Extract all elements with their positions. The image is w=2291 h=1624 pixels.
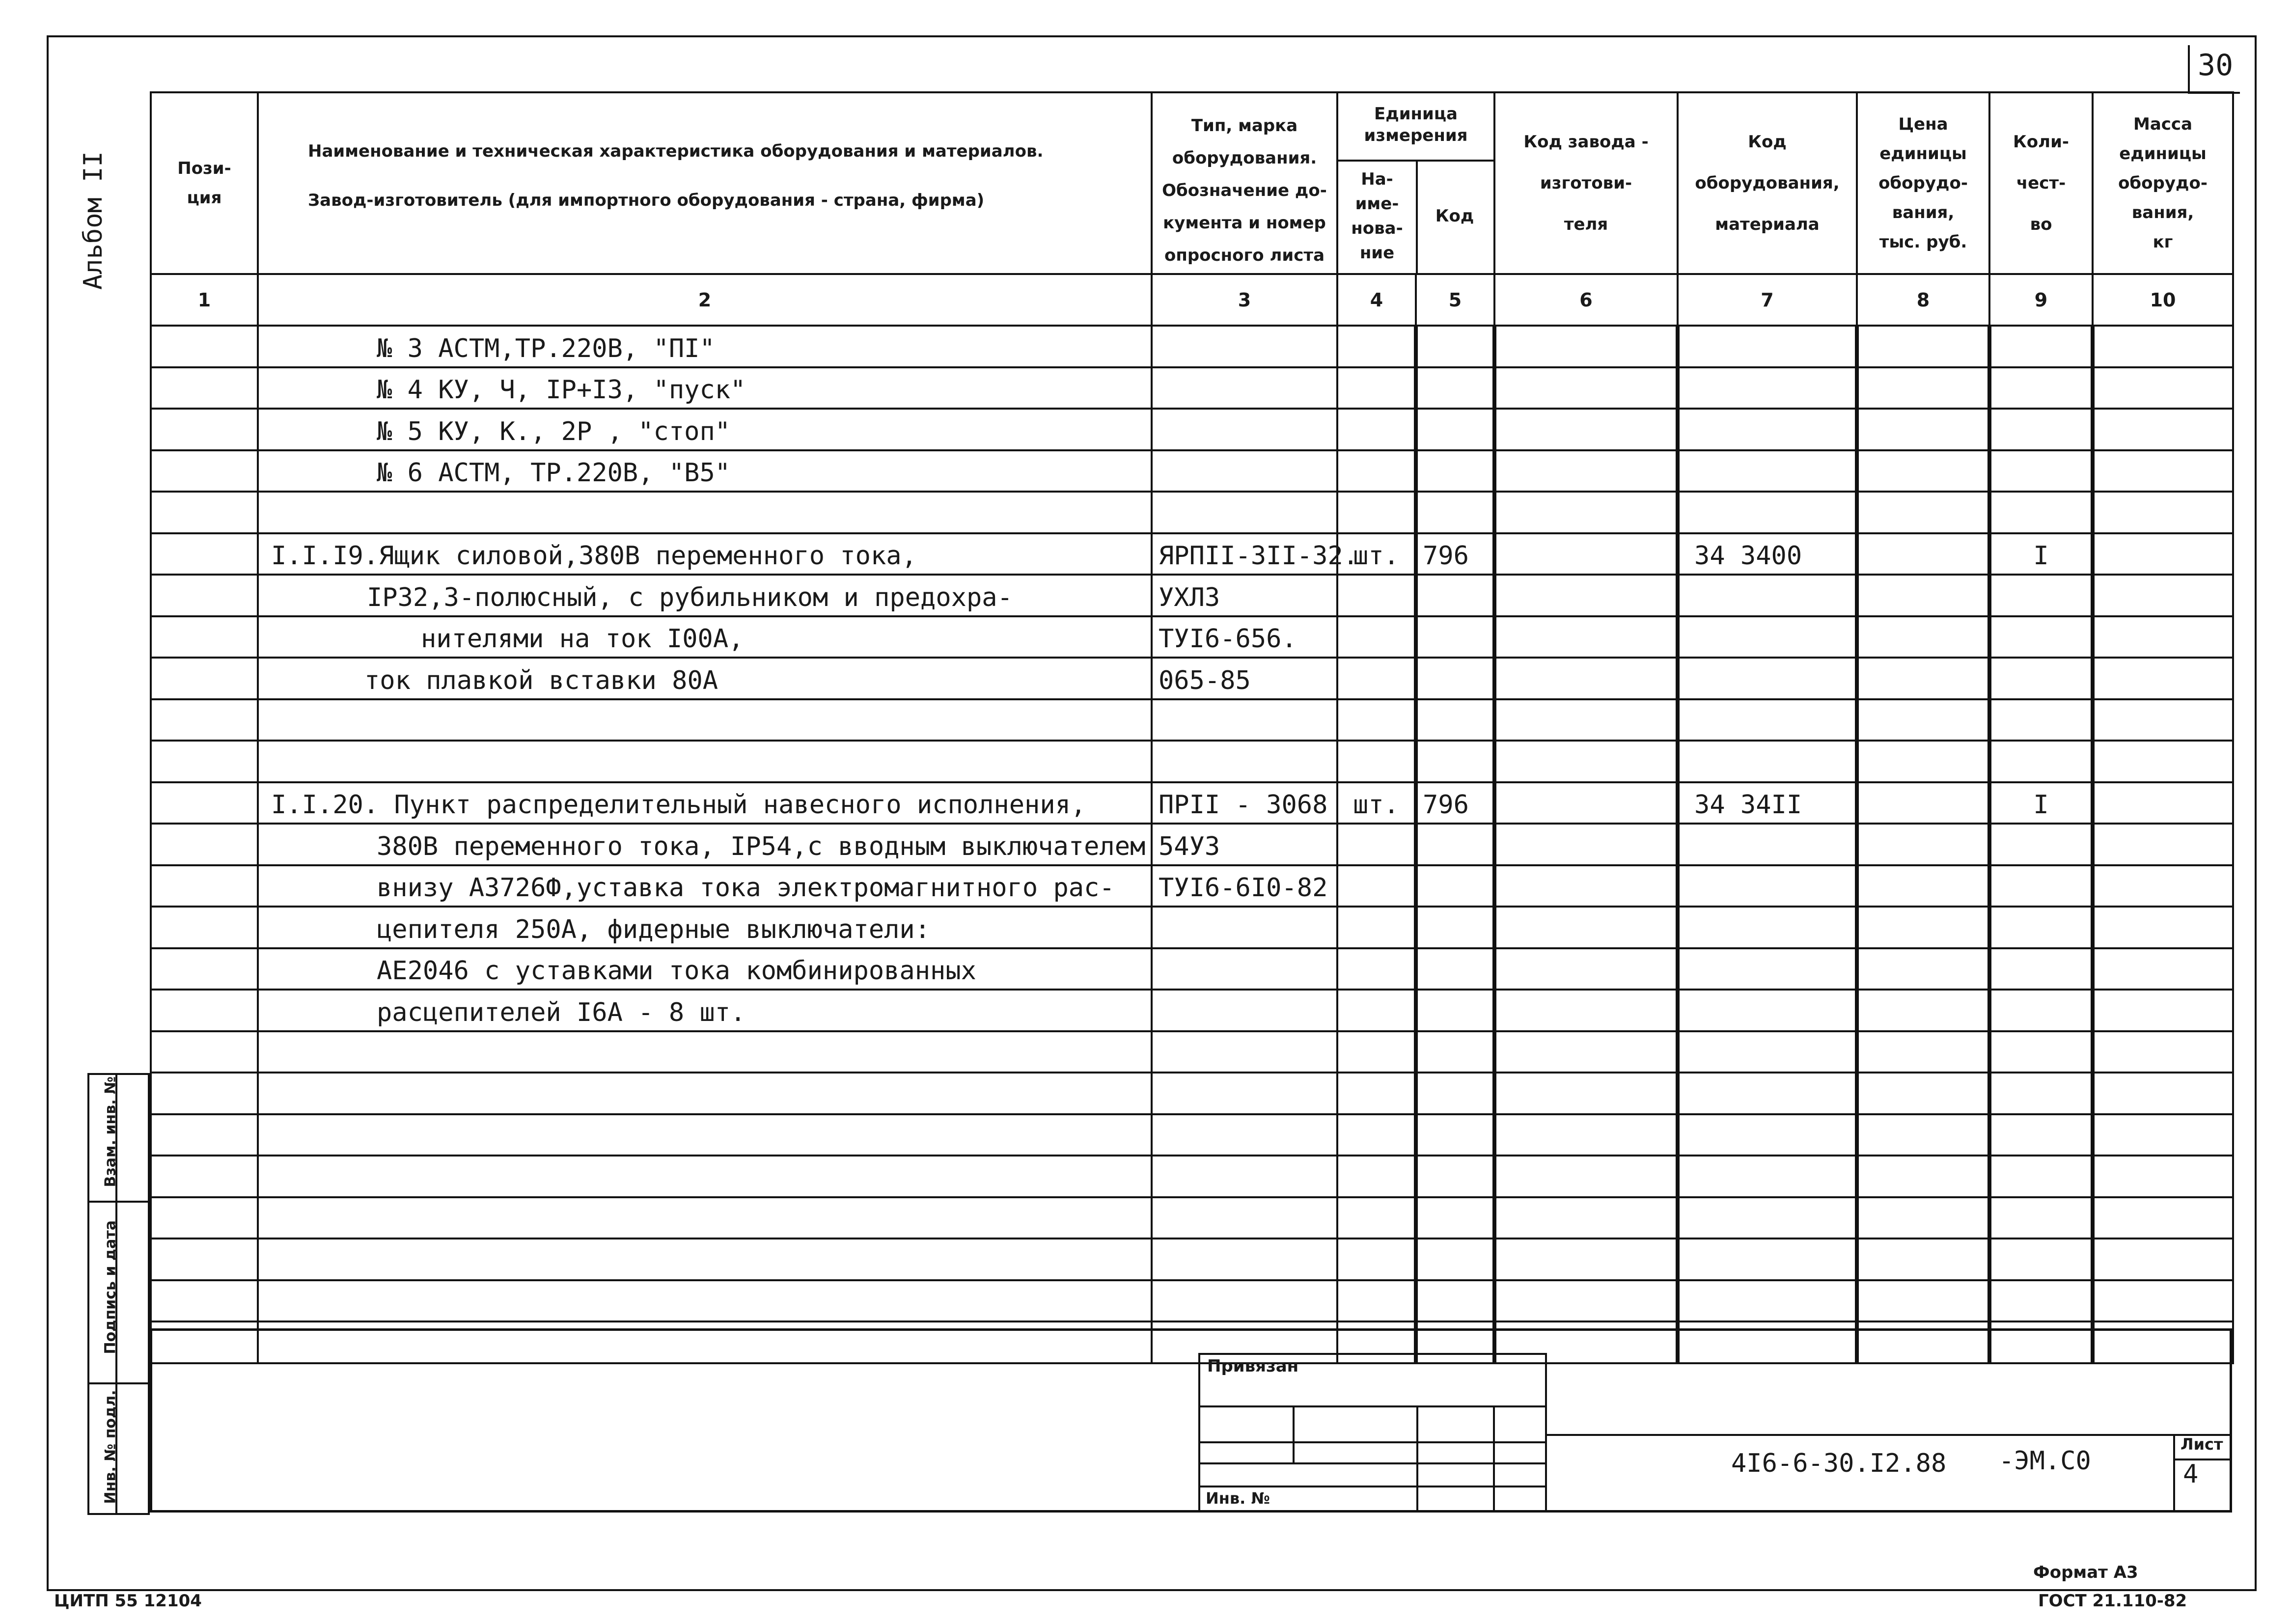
- table-row: [151, 1239, 2233, 1280]
- cell-col-1: [151, 948, 258, 990]
- cell-col-7: [1678, 699, 1857, 741]
- cell-col-7: [1678, 1073, 1857, 1114]
- cell-col-5: 796: [1416, 533, 1494, 575]
- cell-col-3: [1152, 1280, 1337, 1322]
- cell-col-6: [1494, 782, 1678, 824]
- gost-label: ГОСТ 21.110-82: [2038, 1591, 2187, 1611]
- cell-col-4: [1337, 1197, 1416, 1239]
- cell-col-7: [1678, 658, 1857, 699]
- org-label: ЦИТП 55 12104: [54, 1591, 202, 1611]
- cell-col-5: [1416, 1197, 1494, 1239]
- cell-col-2: [258, 699, 1152, 741]
- cell-col-6: [1494, 575, 1678, 616]
- cell-col-4: [1337, 616, 1416, 658]
- cell-col-1: [151, 1156, 258, 1197]
- cell-col-3: УХЛ3: [1152, 575, 1337, 616]
- table-row: [151, 492, 2233, 533]
- cell-col-1: [151, 699, 258, 741]
- cell-col-10: [2093, 907, 2233, 948]
- cell-col-7: [1678, 450, 1857, 492]
- cell-col-4: [1337, 575, 1416, 616]
- cell-col-10: [2093, 990, 2233, 1031]
- document-code: 4I6-6-30.I2.88: [1731, 1449, 1947, 1478]
- table-row: [151, 1156, 2233, 1197]
- cell-col-2: IР32,3-полюсный, с рубильником и предохра-: [258, 575, 1152, 616]
- cell-col-6: [1494, 741, 1678, 782]
- cell-col-7: 34 34II: [1678, 782, 1857, 824]
- document-suffix: -ЭМ.С0: [1999, 1446, 2091, 1476]
- cell-col-8: [1857, 1239, 1989, 1280]
- cell-col-8: [1857, 990, 1989, 1031]
- cell-col-10: [2093, 492, 2233, 533]
- cell-col-3: ПРII - 3068: [1152, 782, 1337, 824]
- cell-col-6: [1494, 1073, 1678, 1114]
- cell-col-5: [1416, 616, 1494, 658]
- cell-col-4: [1337, 1156, 1416, 1197]
- cell-col-10: [2093, 741, 2233, 782]
- cell-col-4: шт.: [1337, 782, 1416, 824]
- table-row: [151, 699, 2233, 741]
- cell-col-2: 380В переменного тока, IР54,с вводным выключателем: [258, 824, 1152, 865]
- cell-col-7: [1678, 616, 1857, 658]
- cell-col-1: [151, 782, 258, 824]
- cell-col-6: [1494, 409, 1678, 450]
- cell-col-6: [1494, 450, 1678, 492]
- cell-col-4: [1337, 1073, 1416, 1114]
- cell-col-4: [1337, 741, 1416, 782]
- cell-col-4: [1337, 492, 1416, 533]
- cell-col-2: ток плавкой вставки 80А: [258, 658, 1152, 699]
- cell-col-7: [1678, 865, 1857, 907]
- header-unit-name: На- име- нова- ние: [1351, 169, 1403, 263]
- cell-col-3: [1152, 1156, 1337, 1197]
- cell-col-3: [1152, 1073, 1337, 1114]
- cell-col-8: [1857, 658, 1989, 699]
- cell-col-9: [1989, 1031, 2093, 1073]
- cell-col-8: [1857, 699, 1989, 741]
- privyazan-label: Привязан: [1207, 1356, 1299, 1376]
- cell-col-8: [1857, 326, 1989, 367]
- cell-col-1: [151, 741, 258, 782]
- cell-col-2: [258, 1031, 1152, 1073]
- cell-col-9: I: [1989, 782, 2093, 824]
- cell-col-9: [1989, 948, 2093, 990]
- header-factory-code: Код завода - изготови- теля: [1494, 92, 1678, 274]
- cell-col-4: [1337, 1031, 1416, 1073]
- cell-col-6: [1494, 1114, 1678, 1156]
- cell-col-10: [2093, 1114, 2233, 1156]
- cell-col-6: [1494, 367, 1678, 409]
- cell-col-3: [1152, 409, 1337, 450]
- table-row: [151, 824, 2233, 865]
- cell-col-5: [1416, 865, 1494, 907]
- cell-col-10: [2093, 575, 2233, 616]
- cell-col-7: [1678, 492, 1857, 533]
- table-row: [151, 450, 2233, 492]
- cell-col-7: [1678, 1114, 1857, 1156]
- cell-col-1: [151, 326, 258, 367]
- cell-col-1: [151, 1073, 258, 1114]
- cell-col-3: [1152, 990, 1337, 1031]
- cell-col-9: [1989, 865, 2093, 907]
- cell-col-5: [1416, 741, 1494, 782]
- cell-col-3: ЯРПII-3II-32.: [1152, 533, 1337, 575]
- side-label-podpis-data: Подпись и дата: [102, 1220, 119, 1354]
- cell-col-6: [1494, 1197, 1678, 1239]
- cell-col-7: [1678, 1239, 1857, 1280]
- cell-col-3: [1152, 326, 1337, 367]
- cell-col-5: [1416, 1031, 1494, 1073]
- cell-col-2: внизу А3726Ф,уставка тока электромагнитного рас-: [258, 865, 1152, 907]
- cell-col-10: [2093, 824, 2233, 865]
- cell-col-8: [1857, 533, 1989, 575]
- cell-col-9: [1989, 616, 2093, 658]
- cell-col-3: [1152, 1239, 1337, 1280]
- cell-col-6: [1494, 658, 1678, 699]
- table-row: [151, 533, 2233, 575]
- cell-col-1: [151, 1114, 258, 1156]
- cell-col-8: [1857, 865, 1989, 907]
- cell-col-10: [2093, 1197, 2233, 1239]
- cell-col-5: [1416, 1156, 1494, 1197]
- cell-col-1: [151, 492, 258, 533]
- album-label: Альбом II: [79, 151, 108, 290]
- cell-col-9: [1989, 1114, 2093, 1156]
- cell-col-6: [1494, 1239, 1678, 1280]
- cell-col-7: [1678, 367, 1857, 409]
- cell-col-2: I.I.I9.Ящик силовой,380В переменного тока,: [258, 533, 1152, 575]
- cell-col-7: [1678, 907, 1857, 948]
- cell-col-6: [1494, 616, 1678, 658]
- table-row: [151, 782, 2233, 824]
- cell-col-6: [1494, 1156, 1678, 1197]
- header-equipment-code: Код оборудования, материала: [1678, 92, 1857, 274]
- cell-col-1: [151, 1280, 258, 1322]
- cell-col-9: [1989, 575, 2093, 616]
- cell-col-9: [1989, 1073, 2093, 1114]
- cell-col-10: [2093, 1073, 2233, 1114]
- cell-col-7: [1678, 741, 1857, 782]
- cell-col-4: [1337, 367, 1416, 409]
- cell-col-8: [1857, 1156, 1989, 1197]
- cell-col-2: № 6 АСТМ, ТР.220В, "В5": [258, 450, 1152, 492]
- cell-col-6: [1494, 699, 1678, 741]
- cell-col-3: 54У3: [1152, 824, 1337, 865]
- cell-col-1: [151, 824, 258, 865]
- cell-col-7: [1678, 948, 1857, 990]
- cell-col-2: [258, 1197, 1152, 1239]
- cell-col-3: ТУI6-656.: [1152, 616, 1337, 658]
- cell-col-4: [1337, 409, 1416, 450]
- cell-col-5: [1416, 1114, 1494, 1156]
- cell-col-4: шт.: [1337, 533, 1416, 575]
- cell-col-5: [1416, 1239, 1494, 1280]
- cell-col-1: [151, 409, 258, 450]
- cell-col-6: [1494, 824, 1678, 865]
- cell-col-7: [1678, 409, 1857, 450]
- cell-col-7: [1678, 1280, 1857, 1322]
- cell-col-9: [1989, 492, 2093, 533]
- cell-col-5: [1416, 948, 1494, 990]
- cell-col-8: [1857, 1280, 1989, 1322]
- cell-col-5: [1416, 1073, 1494, 1114]
- header-row: [151, 92, 2233, 274]
- table-row: [151, 575, 2233, 616]
- table-row: [151, 409, 2233, 450]
- cell-col-5: [1416, 699, 1494, 741]
- side-label-vzam-inv: Взам. инв. №: [102, 1076, 119, 1187]
- cell-col-8: [1857, 367, 1989, 409]
- cell-col-3: [1152, 1114, 1337, 1156]
- cell-col-5: [1416, 907, 1494, 948]
- cell-col-8: [1857, 575, 1989, 616]
- cell-col-10: [2093, 699, 2233, 741]
- cell-col-7: [1678, 1156, 1857, 1197]
- cell-col-2: [258, 1156, 1152, 1197]
- cell-col-9: [1989, 1239, 2093, 1280]
- cell-col-5: [1416, 409, 1494, 450]
- table-row: [151, 741, 2233, 782]
- cell-col-10: [2093, 1280, 2233, 1322]
- stamp-area: [150, 1328, 2232, 1513]
- cell-col-10: [2093, 865, 2233, 907]
- cell-col-9: [1989, 450, 2093, 492]
- table-row: [151, 1073, 2233, 1114]
- cell-col-4: [1337, 658, 1416, 699]
- cell-col-5: [1416, 658, 1494, 699]
- cell-col-8: [1857, 492, 1989, 533]
- cell-col-1: [151, 533, 258, 575]
- cell-col-6: [1494, 1280, 1678, 1322]
- cell-col-3: [1152, 699, 1337, 741]
- cell-col-7: [1678, 575, 1857, 616]
- table-row: [151, 658, 2233, 699]
- cell-col-8: [1857, 948, 1989, 990]
- cell-col-4: [1337, 865, 1416, 907]
- sheet-mark: 30: [2198, 48, 2234, 83]
- cell-col-10: [2093, 533, 2233, 575]
- cell-col-9: [1989, 907, 2093, 948]
- cell-col-3: [1152, 907, 1337, 948]
- cell-col-4: [1337, 824, 1416, 865]
- table-row: [151, 948, 2233, 990]
- cell-col-2: АЕ2046 с уставками тока комбинированных: [258, 948, 1152, 990]
- cell-col-7: [1678, 1031, 1857, 1073]
- cell-col-2: № 5 КУ, К., 2Р , "стоп": [258, 409, 1152, 450]
- cell-col-2: расцепителей I6А - 8 шт.: [258, 990, 1152, 1031]
- cell-col-5: [1416, 575, 1494, 616]
- cell-col-9: [1989, 658, 2093, 699]
- header-mass: Масса единицы оборудо- вания, кг: [2093, 92, 2233, 274]
- cell-col-2: [258, 1239, 1152, 1280]
- cell-col-8: [1857, 450, 1989, 492]
- cell-col-1: [151, 658, 258, 699]
- table-row: [151, 1031, 2233, 1073]
- cell-col-8: [1857, 741, 1989, 782]
- cell-col-3: [1152, 948, 1337, 990]
- cell-col-10: [2093, 326, 2233, 367]
- cell-col-4: [1337, 699, 1416, 741]
- cell-col-7: 34 3400: [1678, 533, 1857, 575]
- cell-col-3: 065-85: [1152, 658, 1337, 699]
- header-name: Наименование и техническая характеристика оборудования и материалов. Завод-изготовитель (для импортного оборудования - страна, фирма): [258, 92, 1152, 274]
- cell-col-5: [1416, 492, 1494, 533]
- cell-col-3: [1152, 1197, 1337, 1239]
- cell-col-10: [2093, 1239, 2233, 1280]
- cell-col-3: [1152, 1031, 1337, 1073]
- header-quantity: Коли- чест- во: [1989, 92, 2093, 274]
- cell-col-5: 796: [1416, 782, 1494, 824]
- header-unit: Единица измерения На- име- нова- ние Код: [1337, 92, 1494, 274]
- cell-col-6: [1494, 326, 1678, 367]
- table-row: [151, 990, 2233, 1031]
- list-number: 4: [2183, 1459, 2199, 1489]
- cell-col-1: [151, 907, 258, 948]
- cell-col-10: [2093, 1031, 2233, 1073]
- table-row: [151, 1197, 2233, 1239]
- cell-col-9: [1989, 367, 2093, 409]
- cell-col-9: [1989, 326, 2093, 367]
- cell-col-1: [151, 450, 258, 492]
- cell-col-1: [151, 865, 258, 907]
- cell-col-8: [1857, 1073, 1989, 1114]
- cell-col-4: [1337, 1280, 1416, 1322]
- cell-col-5: [1416, 450, 1494, 492]
- cell-col-2: нителями на ток I00А,: [258, 616, 1152, 658]
- cell-col-3: [1152, 492, 1337, 533]
- cell-col-10: [2093, 616, 2233, 658]
- cell-col-10: [2093, 948, 2233, 990]
- format-label: Формат А3: [2033, 1563, 2138, 1582]
- cell-col-1: [151, 575, 258, 616]
- cell-col-5: [1416, 367, 1494, 409]
- cell-col-4: [1337, 990, 1416, 1031]
- cell-col-6: [1494, 533, 1678, 575]
- table-row: [151, 1280, 2233, 1322]
- cell-col-5: [1416, 326, 1494, 367]
- cell-col-9: [1989, 409, 2093, 450]
- header-price: Цена единицы оборудо- вания, тыс. руб.: [1857, 92, 1989, 274]
- column-numbers-row: 1 2 3 4 5 6 7 8 9 10: [151, 274, 2233, 326]
- cell-col-4: [1337, 1114, 1416, 1156]
- cell-col-9: [1989, 699, 2093, 741]
- cell-col-5: [1416, 990, 1494, 1031]
- cell-col-8: [1857, 782, 1989, 824]
- cell-col-5: [1416, 1280, 1494, 1322]
- cell-col-1: [151, 1239, 258, 1280]
- cell-col-5: [1416, 824, 1494, 865]
- cell-col-8: [1857, 824, 1989, 865]
- cell-col-10: [2093, 367, 2233, 409]
- cell-col-9: I: [1989, 533, 2093, 575]
- cell-col-2: I.I.20. Пункт распределительный навесного исполнения,: [258, 782, 1152, 824]
- table-row: [151, 1114, 2233, 1156]
- cell-col-8: [1857, 1114, 1989, 1156]
- cell-col-7: [1678, 990, 1857, 1031]
- table-row: [151, 865, 2233, 907]
- cell-col-1: [151, 616, 258, 658]
- list-label: Лист: [2181, 1435, 2223, 1454]
- specification-table: [150, 91, 2234, 1364]
- cell-col-1: [151, 990, 258, 1031]
- table-row: [151, 616, 2233, 658]
- cell-col-1: [151, 367, 258, 409]
- cell-col-9: [1989, 1197, 2093, 1239]
- cell-col-9: [1989, 1156, 2093, 1197]
- cell-col-3: [1152, 741, 1337, 782]
- cell-col-4: [1337, 907, 1416, 948]
- cell-col-7: [1678, 1197, 1857, 1239]
- cell-col-2: № 3 АСТМ,ТР.220В, "ПI": [258, 326, 1152, 367]
- cell-col-3: [1152, 450, 1337, 492]
- cell-col-3: [1152, 367, 1337, 409]
- cell-col-6: [1494, 865, 1678, 907]
- cell-col-2: [258, 1114, 1152, 1156]
- side-label-inv-podl: Инв. № подл.: [102, 1390, 119, 1504]
- cell-col-9: [1989, 1280, 2093, 1322]
- cell-col-9: [1989, 824, 2093, 865]
- cell-col-6: [1494, 948, 1678, 990]
- cell-col-3: ТУI6-6I0-82: [1152, 865, 1337, 907]
- cell-col-10: [2093, 782, 2233, 824]
- cell-col-2: цепителя 250А, фидерные выключатели:: [258, 907, 1152, 948]
- cell-col-2: [258, 741, 1152, 782]
- header-position: Пози- ция: [151, 92, 258, 274]
- cell-col-1: [151, 1031, 258, 1073]
- cell-col-9: [1989, 990, 2093, 1031]
- cell-col-8: [1857, 1197, 1989, 1239]
- cell-col-4: [1337, 450, 1416, 492]
- cell-col-7: [1678, 824, 1857, 865]
- cell-col-2: [258, 1073, 1152, 1114]
- cell-col-2: [258, 1280, 1152, 1322]
- cell-col-8: [1857, 409, 1989, 450]
- cell-col-4: [1337, 1239, 1416, 1280]
- cell-col-8: [1857, 616, 1989, 658]
- cell-col-10: [2093, 409, 2233, 450]
- cell-col-10: [2093, 658, 2233, 699]
- cell-col-9: [1989, 741, 2093, 782]
- header-unit-code: Код: [1435, 206, 1474, 226]
- cell-col-6: [1494, 492, 1678, 533]
- table-row: [151, 367, 2233, 409]
- inv-no-label: Инв. №: [1206, 1489, 1270, 1508]
- cell-col-7: [1678, 326, 1857, 367]
- table-row: [151, 326, 2233, 367]
- cell-col-6: [1494, 990, 1678, 1031]
- cell-col-10: [2093, 450, 2233, 492]
- cell-col-2: № 4 КУ, Ч, IР+I3, "пуск": [258, 367, 1152, 409]
- cell-col-4: [1337, 326, 1416, 367]
- header-type: Тип, марка оборудования. Обозначение до- кумента и номер опросного листа: [1152, 92, 1337, 274]
- cell-col-1: [151, 1197, 258, 1239]
- cell-col-8: [1857, 1031, 1989, 1073]
- cell-col-10: [2093, 1156, 2233, 1197]
- cell-col-2: [258, 492, 1152, 533]
- cell-col-8: [1857, 907, 1989, 948]
- table-row: [151, 907, 2233, 948]
- cell-col-4: [1337, 948, 1416, 990]
- cell-col-6: [1494, 907, 1678, 948]
- cell-col-6: [1494, 1031, 1678, 1073]
